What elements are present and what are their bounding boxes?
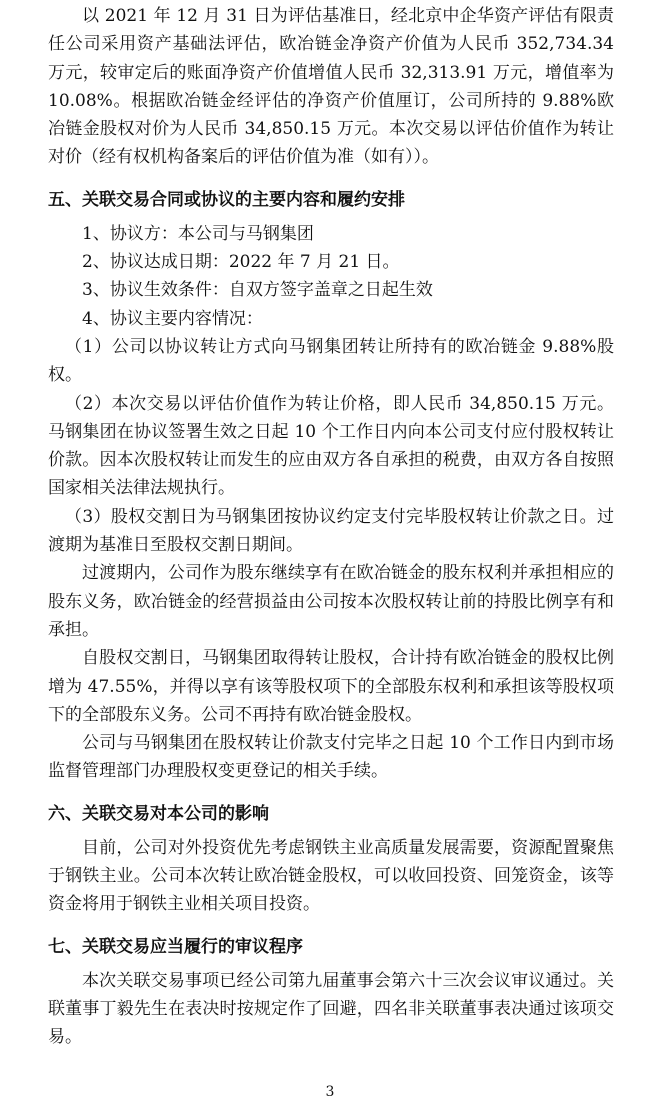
section5-heading: 五、关联交易合同或协议的主要内容和履约安排 — [48, 189, 405, 210]
section5-item-content: 4、协议主要内容情况： — [82, 308, 263, 329]
page-number: 3 — [325, 1084, 335, 1100]
document-page — [48, 2, 614, 1052]
section5-delivery-paragraph: 自股权交割日，马钢集团取得转让股权，合计持有欧冶链金的股权比例增为 47.55%，并得以享有该等股权项下的全部股东权利和承担该等股权项下的全部股东义务。公司不再持有欧冶链金股权。 — [48, 648, 614, 725]
section5-sub-2: （2）本次交易以评估价值作为转让价格，即人民币 34,850.15 万元。马钢集团在协议签署生效之日起 10 个工作日内向本公司支付应付股权转让价款。因本次股权转让而发生的应由双方各自承担的税费，由双方各自按照国家相关法律法规执行。 — [48, 393, 614, 499]
section6-heading: 六、关联交易对本公司的影响 — [48, 803, 269, 824]
section5-sub-3: （3）股权交割日为马钢集团按协议约定支付完毕股权转让价款之日。过渡期为基准日至股权交割日期间。 — [48, 506, 614, 556]
intro-paragraph: 以 2021 年 12 月 31 日为评估基准日，经北京中企华资产评估有限责任公司采用资产基础法评估，欧冶链金净资产价值为人民币 352,734.34 万元，较审定后的账面净资产价值增值人民币 32,313.91 万元，增值率为 10.08%。根据欧冶链金经评估的净资产价值厘订，公司所持的 9.88%欧冶链金股权对价为人民币 34,850.15 万元。本次交易以评估价值作为转让对价（经有权机构备案后的评估价值为准（如有））。 — [48, 6, 614, 168]
section5-sub-1: （1）公司以协议转让方式向马钢集团转让所持有的欧冶链金 9.88%股权。 — [48, 336, 614, 386]
section5-registration-paragraph: 公司与马钢集团在股权转让价款支付完毕之日起 10 个工作日内到市场监督管理部门办理股权变更登记的相关手续。 — [48, 733, 614, 782]
section5-transition-paragraph: 过渡期内，公司作为股东继续享有在欧冶链金的股东权利并承担相应的股东义务，欧冶链金的经营损益由公司按本次股权转让前的持股比例享有和承担。 — [48, 563, 614, 640]
section7-paragraph: 本次关联交易事项已经公司第九届董事会第六十三次会议审议通过。关联董事丁毅先生在表决时按规定作了回避，四名非关联董事表决通过该项交易。 — [48, 970, 614, 1048]
section5-item-parties: 1、协议方：本公司与马钢集团 — [82, 223, 314, 244]
section5-item-effect: 3、协议生效条件：自双方签字盖章之日起生效 — [82, 280, 433, 301]
section6-paragraph: 目前，公司对外投资优先考虑钢铁主业高质量发展需要，资源配置聚焦于钢铁主业。公司本次转让欧冶链金股权，可以收回投资、回笼资金，该等资金将用于钢铁主业相关项目投资。 — [48, 837, 614, 915]
section5-item-date: 2、协议达成日期：2022 年 7 月 21 日。 — [82, 252, 400, 273]
section7-heading: 七、关联交易应当履行的审议程序 — [48, 936, 303, 957]
